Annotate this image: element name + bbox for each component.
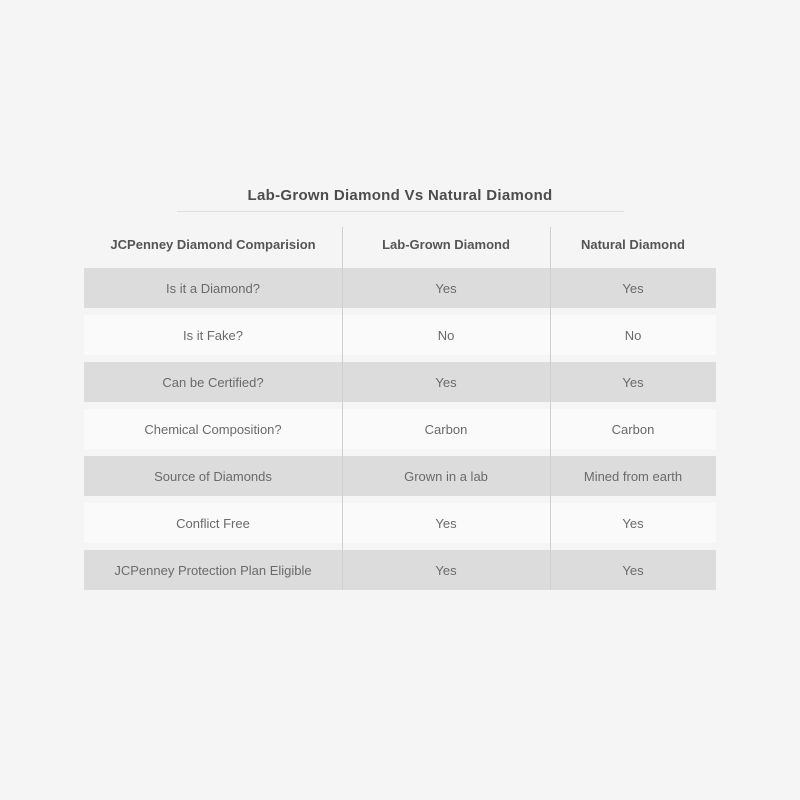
title-underline bbox=[177, 211, 624, 212]
column-divider bbox=[342, 227, 343, 590]
natural-value-cell: Yes bbox=[622, 374, 644, 390]
lab-grown-value-cell: Yes bbox=[435, 374, 457, 390]
lab-grown-value-cell: Grown in a lab bbox=[404, 468, 488, 484]
row-label-cell: Chemical Composition? bbox=[144, 421, 282, 437]
column-header-comparison: JCPenney Diamond Comparision bbox=[110, 237, 316, 252]
comparison-table bbox=[84, 227, 716, 590]
lab-grown-value-cell: Yes bbox=[435, 562, 457, 578]
table-header-row bbox=[84, 227, 716, 262]
natural-value-cell: No bbox=[624, 327, 642, 343]
table-row bbox=[84, 362, 716, 402]
page bbox=[84, 0, 716, 590]
column-header-natural: Natural Diamond bbox=[580, 237, 685, 252]
page-title: Lab-Grown Diamond Vs Natural Diamond bbox=[247, 187, 553, 204]
table-row bbox=[84, 409, 716, 449]
natural-value-cell: Yes bbox=[622, 562, 644, 578]
lab-grown-value-cell: Carbon bbox=[424, 421, 468, 437]
table-row bbox=[84, 315, 716, 355]
table-body bbox=[84, 268, 716, 590]
table-row bbox=[84, 268, 716, 308]
column-divider bbox=[550, 227, 551, 590]
natural-value-cell: Carbon bbox=[611, 421, 655, 437]
row-label-cell: Is it a Diamond? bbox=[166, 280, 260, 296]
lab-grown-value-cell: Yes bbox=[435, 280, 457, 296]
table-row bbox=[84, 456, 716, 496]
natural-value-cell: Yes bbox=[622, 280, 644, 296]
natural-value-cell: Mined from earth bbox=[583, 468, 683, 484]
lab-grown-value-cell: Yes bbox=[435, 515, 457, 531]
row-label-cell: JCPenney Protection Plan Eligible bbox=[114, 562, 312, 578]
row-label-cell: Source of Diamonds bbox=[154, 468, 272, 484]
table-row bbox=[84, 550, 716, 590]
column-header-lab-grown: Lab-Grown Diamond bbox=[382, 237, 510, 252]
row-label-cell: Conflict Free bbox=[176, 515, 250, 531]
lab-grown-value-cell: No bbox=[437, 327, 455, 343]
table-row bbox=[84, 503, 716, 543]
row-label-cell: Can be Certified? bbox=[162, 374, 264, 390]
natural-value-cell: Yes bbox=[622, 515, 644, 531]
row-label-cell: Is it Fake? bbox=[183, 327, 243, 343]
